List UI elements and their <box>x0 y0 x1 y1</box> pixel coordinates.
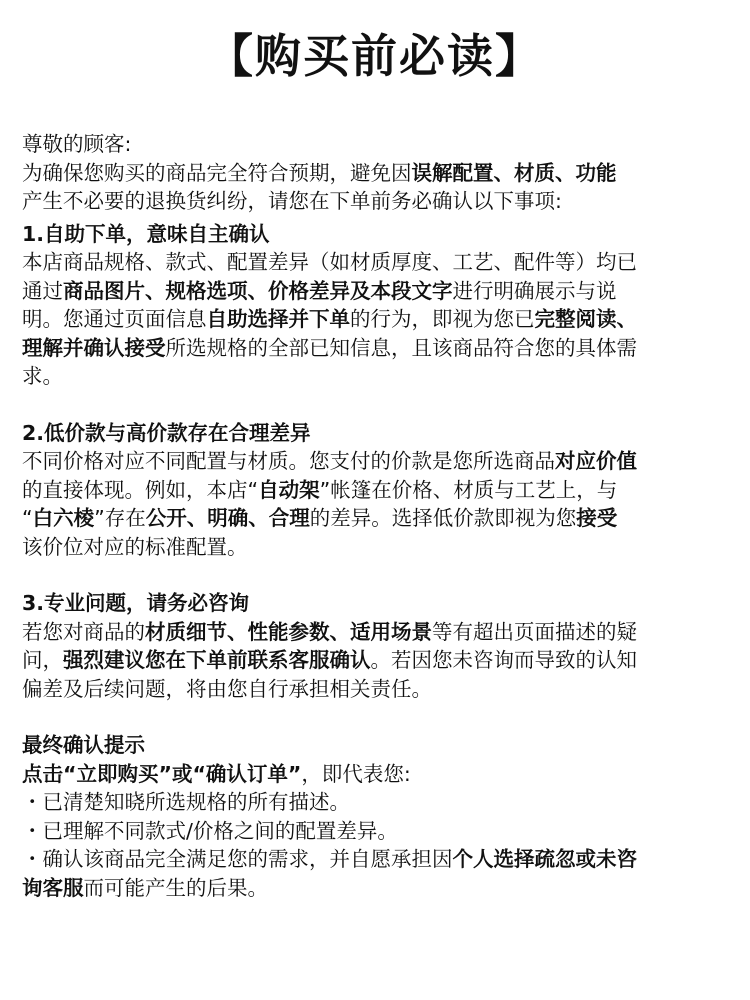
final-section <box>22 731 732 902</box>
emphasis-span: 对应价值 <box>555 449 637 473</box>
section-1-heading: 1.自助下单，意味自主确认 <box>22 221 270 246</box>
emphasis-span: 白六棱 <box>32 506 95 530</box>
emphasis-span: 自动架 <box>258 477 320 502</box>
bullet-item-1: ・已清楚知晓所选规格的所有描述。 <box>22 790 350 814</box>
section-1-line-1: 本店商品规格、款式、配置差异（如材质厚度、工艺、配件等）均已 <box>22 250 637 274</box>
greeting-block <box>22 130 732 216</box>
text-span: 进行明确展示与说 <box>452 278 617 303</box>
text-span: 。若因您未咨询而导致的认知 <box>370 648 637 672</box>
text-span: 而可能产生的后果。 <box>83 875 268 900</box>
section-3-line-3: 偏差及后续问题，将由您自行承担相关责任。 <box>22 676 432 701</box>
emphasis-span: 公开、明确、合理 <box>145 506 310 530</box>
section-2-line-1 <box>22 447 732 476</box>
bullet-item-3-cont <box>22 874 732 903</box>
text-span: 所选规格的全部已知信息，且该商品符合您的具体需 <box>165 335 637 360</box>
section-2-heading: 2.低价款与高价款存在合理差异 <box>22 420 311 445</box>
notice-body <box>22 130 732 902</box>
intro-line-1 <box>22 159 732 188</box>
section-2-line-4: 该价位对应的标准配置。 <box>22 534 248 559</box>
emphasis-span: 询客服 <box>22 875 84 900</box>
section-2-line-2 <box>22 476 732 505</box>
bullet-item-3 <box>22 845 732 874</box>
emphasis-span: 点击“立即购买”或“确认订单” <box>22 761 302 786</box>
section-1 <box>22 220 732 391</box>
section-2 <box>22 419 732 562</box>
emphasis-span: 强烈建议您在下单前联系客服确认 <box>63 648 371 672</box>
final-heading: 最终确认提示 <box>22 733 145 757</box>
bullet-item-2: ・已理解不同款式/价格之间的配置差异。 <box>22 818 398 843</box>
intro-line-2: 产生不必要的退换货纠纷，请您在下单前务必确认以下事项: <box>22 189 562 213</box>
section-2-line-3 <box>22 504 732 533</box>
text-span: ・确认该商品完全满足您的需求，并自愿承担因 <box>22 847 453 871</box>
emphasis-span: 接受 <box>576 506 618 530</box>
emphasis-span: 完整阅读、 <box>534 307 637 331</box>
section-1-line-5: 求。 <box>22 364 63 388</box>
text-span: 不同价格对应不同配置与材质。您支付的价款是您所选商品 <box>22 449 555 473</box>
section-1-line-3 <box>22 305 732 334</box>
text-span: 问， <box>22 648 63 672</box>
text-span: 的行为，即视为您已 <box>350 307 535 331</box>
emphasis-span: 商品图片、规格选项、价格差异及本段文字 <box>63 278 453 303</box>
final-line-1 <box>22 760 732 789</box>
intro-emphasis: 误解配置、材质、功能 <box>411 160 617 185</box>
emphasis-span: 材质细节、性能参数、适用场景 <box>145 619 432 644</box>
section-3-heading: 3.专业问题，请务必咨询 <box>22 591 250 615</box>
page-title: 【购买前必读】 <box>207 29 543 83</box>
text-span: ”存在 <box>94 506 146 530</box>
text-span: 明。您通过页面信息 <box>22 307 207 331</box>
text-span: 若您对商品的 <box>22 619 145 644</box>
section-3 <box>22 589 732 703</box>
section-1-line-4 <box>22 334 732 363</box>
section-3-line-1 <box>22 618 732 647</box>
emphasis-span: 理解并确认接受 <box>22 335 166 360</box>
emphasis-span: 个人选择疏忽或未咨 <box>452 847 637 871</box>
emphasis-span: 自助选择并下单 <box>206 307 350 331</box>
text-span: ，即代表您: <box>301 761 411 786</box>
text-span: 的直接体现。例如，本店“ <box>22 477 259 502</box>
text-span: 等有超出页面描述的疑 <box>432 619 637 644</box>
greeting-text: 尊敬的顾客: <box>22 132 132 156</box>
section-3-line-2 <box>22 646 732 675</box>
text-span: “ <box>22 506 33 530</box>
intro-text: 为确保您购买的商品完全符合预期，避免因 <box>22 160 412 185</box>
text-span: 的差异。选择低价款即视为您 <box>309 506 577 530</box>
text-span: ”帐篷在价格、材质与工艺上，与 <box>319 477 618 502</box>
text-span: 通过 <box>22 278 63 303</box>
section-1-line-2 <box>22 277 732 306</box>
